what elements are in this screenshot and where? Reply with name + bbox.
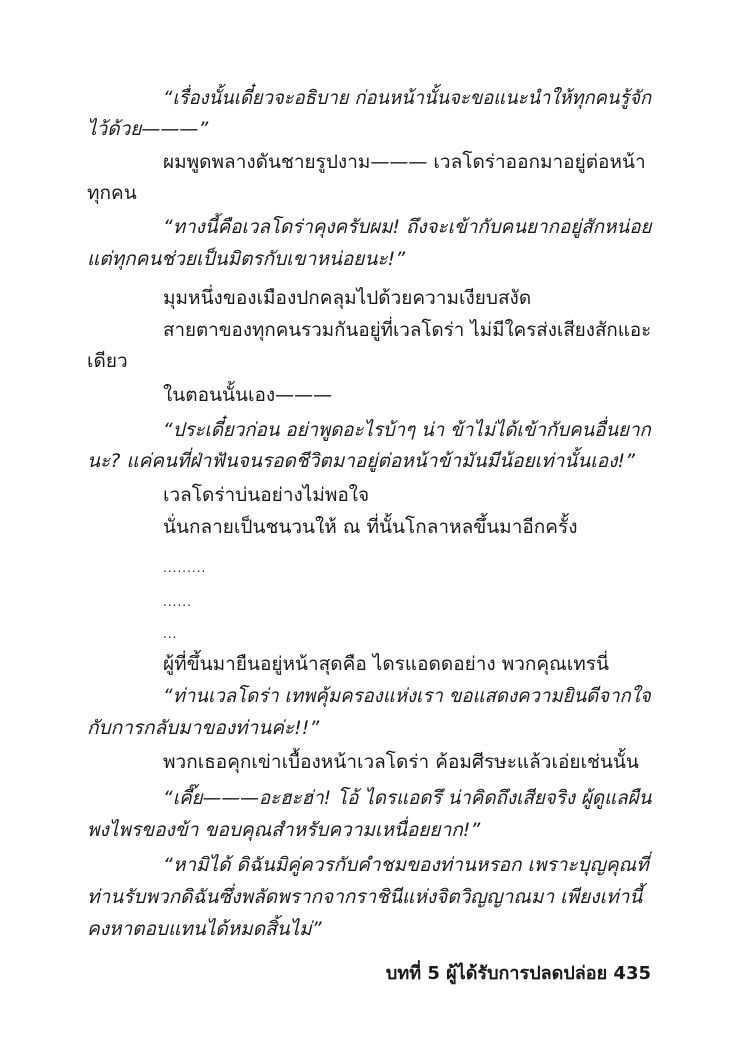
paragraph-line: “ทางนี้คือเวลโดร่าคุงครับผม! ถึงจะเข้ากับคนยากอยู่สักหน่อย <box>163 216 652 238</box>
paragraph-line: ในตอนนั้นเอง——— <box>163 384 333 406</box>
paragraph-line: พงไพรของข้า ขอบคุณสำหรับความเหนื่อยยาก!” <box>87 819 481 841</box>
paragraph-line: “ประเดี๋ยวก่อน อย่าพูดอะไรบ้าๆ น่า ข้าไม่ได้เข้ากับคนอื่นยาก <box>163 419 651 441</box>
paragraph-line: นะ? แค่คนที่ฝ่าฟันจนรอดชีวิตมาอยู่ต่อหน้าข้ามันมีน้อยเท่านั้นเอง!” <box>87 450 635 472</box>
paragraph-line: ท่านรับพวกดิฉันซึ่งพลัดพรากจากราชินีแห่งจิตวิญญาณมา เพียงเท่านี้ <box>87 886 643 908</box>
paragraph-line: ผู้ที่ขึ้นมายืนอยู่หน้าสุดคือ ไดรแอดดอย่าง พวกคุณเทรนี่ <box>163 653 609 675</box>
ellipsis-line: ......... <box>163 561 207 575</box>
paragraph-line: กับการกลับมาของท่านค่ะ!!” <box>87 717 320 739</box>
paragraph-line: “หามิได้ ดิฉันมิคู่ควรกับคำชมของท่านหรอก เพราะบุญคุณที่ <box>163 854 649 876</box>
paragraph-line: “เคี๊ย———อะฮะฮ่า! โอ้ ไดรแอดรึ น่าคิดถึงเสียจริง ผู้ดูแลผืน <box>163 787 652 809</box>
paragraph-line: แต่ทุกคนช่วยเป็นมิตรกับเขาหน่อยนะ!” <box>87 248 406 270</box>
paragraph-line: “ท่านเวลโดร่า เทพคุ้มครองแห่งเรา ขอแสดงความยินดีจากใจ <box>163 685 651 707</box>
paragraph-line: พวกเธอคุกเข่าเบื้องหน้าเวลโดร่า ค้อมศีรษะแล้วเอ่ยเช่นนั้น <box>163 751 639 773</box>
paragraph-line: ผมพูดพลางดันชายรูปงาม——— เวลโดร่าออกมาอยู่ต่อหน้า <box>163 151 646 173</box>
ellipsis-line: ...... <box>163 595 192 609</box>
paragraph-line: มุมหนึ่งของเมืองปกคลุมไปด้วยความเงียบสงัด <box>163 287 532 309</box>
paragraph-line: เวลโดร่าบ่นอย่างไม่พอใจ <box>163 484 370 506</box>
paragraph-line: เดียว <box>87 350 128 372</box>
ellipsis-line: ... <box>163 627 178 641</box>
paragraph-line: ทุกคน <box>87 182 137 204</box>
page-footer: บทที่ 5 ผู้ได้รับการปลดปล่อย 435 <box>385 963 651 984</box>
paragraph-line: สายตาของทุกคนรวมกันอยู่ที่เวลโดร่า ไม่มีใครส่งเสียงสักแอะ <box>163 319 652 341</box>
paragraph-line: ไว้ด้วย———” <box>87 118 209 140</box>
paragraph-line: “เรื่องนั้นเดี๋ยวจะอธิบาย ก่อนหน้านั้นจะขอแนะนำให้ทุกคนรู้จัก <box>163 87 652 109</box>
paragraph-line: คงหาตอบแทนได้หมดสิ้นไม่” <box>87 918 322 940</box>
paragraph-line: นั่นกลายเป็นชนวนให้ ณ ที่นั้นโกลาหลขึ้นมาอีกครั้ง <box>163 516 578 538</box>
